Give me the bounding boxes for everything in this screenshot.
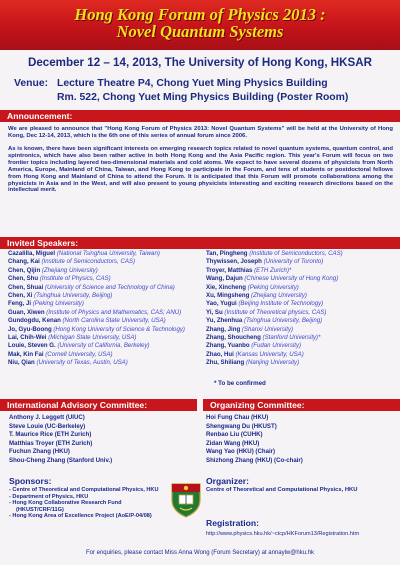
to-be-confirmed-note: * To be confirmed [214,380,266,387]
speaker-name: Zhang, Shoucheng [206,334,261,342]
speaker-name: Tan, Pingheng [206,250,248,257]
speaker-affiliation: (Peking University) [32,300,84,308]
organizing-member: Hoi Fung Chau (HKU) [206,414,269,421]
speaker-affiliation: (Zhejiang University) [251,292,307,300]
speaker-name: Zhu, Shiliang [206,359,245,367]
speaker-affiliation: (North Carolina State University, USA) [62,317,166,325]
speaker-entry [8,342,185,350]
speaker-name: Yao, Yugui [206,300,237,308]
announcement-heading: Announcement: [0,110,400,122]
forum-title-line1: Hong Kong Forum of Physics 2013 : [74,5,326,24]
speaker-affiliation: (Tsinghua University, Beijing) [34,292,113,300]
organizing-member: Zidan Wang (HKU) [206,439,260,447]
organizing-member: Wang Yao (HKU) (Chair) [206,448,276,456]
speaker-entry [206,300,343,308]
advisory-committee-list [9,414,112,466]
forum-title-line2: Novel Quantum Systems [116,22,284,41]
organizer-heading: Organizer: [206,476,249,486]
speaker-entry [8,359,185,367]
speaker-entry [206,326,343,334]
speaker-entry [206,258,343,266]
speaker-entry [8,292,185,300]
speaker-entry [8,284,185,292]
speaker-affiliation: (Beijing Institute of Technology) [238,300,324,308]
speaker-affiliation: (ETH Zurich)* [254,266,292,274]
speaker-entry [206,351,343,359]
speaker-name: Thywissen, Joseph [206,258,262,266]
speaker-name: Troyer, Matthias [206,266,253,274]
organizing-committee-heading: Organizing Committee: [203,399,400,411]
speaker-affiliation: (Hong Kong University of Science & Technology) [53,325,185,333]
speaker-entry [206,292,343,300]
speaker-list-left [8,250,185,368]
speaker-name: Lai, Chih-Wei [8,334,47,342]
speaker-name: Wang, Dajun [206,275,243,283]
organizing-committee-list [206,414,303,466]
speaker-entry [206,284,343,292]
speaker-affiliation: (Fudan University) [251,342,302,350]
sponsor-item: - Department of Physics, HKU [9,493,89,500]
speaker-name: Chen, Shuai [8,283,44,291]
enquiry-footer: For enquiries, please contact Miss Anna Wong (Forum Secretary) at annaylw@hku.hk [85,550,315,556]
university-crest-icon [170,482,202,518]
venue-block [14,77,348,104]
organizer-name: Centre of Theoretical and Computational Physics, HKU [206,487,358,493]
speaker-entry [206,359,343,367]
speaker-affiliation: (Michigan State University, USA) [48,334,137,342]
speaker-entry [206,309,343,317]
speaker-entry [8,309,185,317]
speaker-name: Zhao, Hui [206,350,234,358]
speaker-affiliation: (Shanxi University) [241,325,294,333]
speaker-name: Xie, Xincheng [206,283,246,291]
speaker-entry [206,342,343,350]
speaker-name: Feng, Ji [8,300,32,308]
invited-speakers-heading: Invited Speakers: [0,237,400,249]
sponsor-item: - Centre of Theoretical and Computational Physics, HKU [9,487,159,493]
speaker-name: Yu, Zhenhua [206,317,243,325]
speaker-affiliation: (Cornell University, USA) [45,350,113,358]
speaker-affiliation: (Peking University) [247,283,299,291]
advisory-member: Shou-Cheng Zhang (Stanford Univ.) [9,456,113,464]
speaker-affiliation: (Institute of Theoretical physics, CAS) [224,308,327,316]
sponsor-item: - Hong Kong Collaborative Research Fund (HKUST/CRF/11G) [9,500,122,513]
registration-heading: Registration: [206,518,259,528]
organizing-member: Shengwang Du (HKUST) [206,422,277,430]
speaker-name: Yi, Su [206,308,223,316]
sponsor-list [9,487,164,520]
speaker-affiliation: (Nanjing University) [245,359,300,367]
venue-label: Venue: [14,78,49,89]
speaker-name: Chang, Kai [8,258,40,266]
speaker-name: Chen, Qijin [8,266,41,274]
sponsor-item: - Hong Kong Area of Excellence Project (AoE/P-04/08) [9,513,152,520]
advisory-member: T. Maurice Rice (ETH Zurich) [9,431,92,439]
announcement-paragraph-1: We are pleased to announce that "Hong Kong Forum of Physics 2013: Novel Quantum Systems" will be held at the University of Hong Kong, Dec 12-14, 2013, which is the 6th one of this series of annual forum since 2006. [8,126,393,139]
speaker-entry [206,317,343,325]
speaker-entry [8,258,185,266]
speaker-affiliation: (Institute of Physics and Mathematics, CAS; ANU) [46,308,182,316]
organizing-member: Shizhong Zhang (HKU) (Co-chair) [206,456,303,464]
announcement-paragraph-2: As is known, there have been significant interests on emerging research topics related to novel quantum systems, quantum control, and spintronics, which have also been rather active in both Hong Kong and the Asia Pacific region. This year's Forum will focus on two frontier topics including layered two-dimensional materials and cold atoms. We expect to have several dozens of physicists from North America, Europe, Mainland of China, Taiwan, and Hong Kong to participate in the Forum, and tens of students or postdoctoral fellows from Hong Kong and Mainland of China to attend the Forum. It is anticipated that this Forum will promote collaborations among the physicists in Asia and in the West, and will also present to young physicists interesting and exciting research directions based on the intellectual merit. [8,146,393,194]
speaker-entry [8,267,185,275]
advisory-member: Matthias Troyer (ETH Zurich) [9,439,93,447]
speaker-name: Zhang, Yuanbo [206,342,250,350]
speaker-list-right [206,250,343,368]
speaker-affiliation: (Institute of Semiconductors, CAS) [249,250,343,257]
advisory-member: Fuchun Zhang (HKU) [9,448,70,456]
speaker-entry [8,334,185,342]
speaker-name: Cazalilla, Miguel [8,250,56,257]
speaker-affiliation: (University of California, Berkeley) [57,342,150,350]
speaker-entry [8,300,185,308]
speaker-entry [8,250,185,258]
speaker-name: Xu, Mingsheng [206,292,250,300]
sponsors-heading: Sponsors: [9,476,52,486]
speaker-name: Guan, Xiwen [8,308,45,316]
speaker-name: Louie, Steven G. [8,342,56,350]
speaker-entry [206,275,343,283]
speaker-name: Jo, Gyu-Boong [8,325,52,333]
advisory-member: Anthony J. Leggett (UIUC) [9,414,85,421]
speaker-entry [8,275,185,283]
date-location: December 12 – 14, 2013, The University of Hong Kong, HKSAR [27,56,373,69]
speaker-affiliation: (University of Texas, Austin, USA) [36,359,128,367]
speaker-affiliation: (University of Toronto) [263,258,324,266]
venue-line1: Lecture Theatre P4, Chong Yuet Ming Physics Building [57,78,328,89]
advisory-committee-heading: International Advisory Committee: [0,399,197,411]
speaker-name: Zhang, Jing [206,325,241,333]
speaker-name: Chen, Shu [8,275,39,283]
speaker-name: Chen, Xi [8,292,33,300]
speaker-affiliation: (Tsinghua University, Beijing) [243,317,323,325]
organizing-member: Renbao Liu (CUHK) [206,431,263,439]
advisory-member: Steve Louie (UC-Berkeley) [9,422,86,430]
speaker-affiliation: (Institute of Semiconductors, CAS) [41,258,136,266]
speaker-entry [206,250,343,258]
speaker-name: Niu, Qian [8,359,35,367]
speaker-name: Gundogdu, Kenan [8,317,61,325]
speaker-affiliation: (Kansas University, USA) [235,350,304,358]
speaker-entry [8,351,185,359]
speaker-entry [8,317,185,325]
speaker-entry [8,326,185,334]
speaker-affiliation: (University of Science and Technology of China) [44,283,175,291]
speaker-affiliation: (Chinese University of Hong Kong) [244,275,339,283]
speaker-name: Mak, Kin Fai [8,350,44,358]
speaker-affiliation: (Stanford University)* [262,334,321,342]
speaker-affiliation: (Institute of Physics, CAS) [39,275,111,283]
title-banner [0,0,400,50]
speaker-affiliation: (Zhejiang University) [41,266,98,274]
speaker-entry [206,334,343,342]
venue-line2: Rm. 522, Chong Yuet Ming Physics Building (Poster Room) [57,91,349,103]
registration-link[interactable]: http://www.physics.hku.hk/~ctcp/HKForum13/Registration.htm [206,531,360,537]
speaker-affiliation: (National Tsinghua University, Taiwan) [56,250,160,257]
speaker-entry [206,267,343,275]
